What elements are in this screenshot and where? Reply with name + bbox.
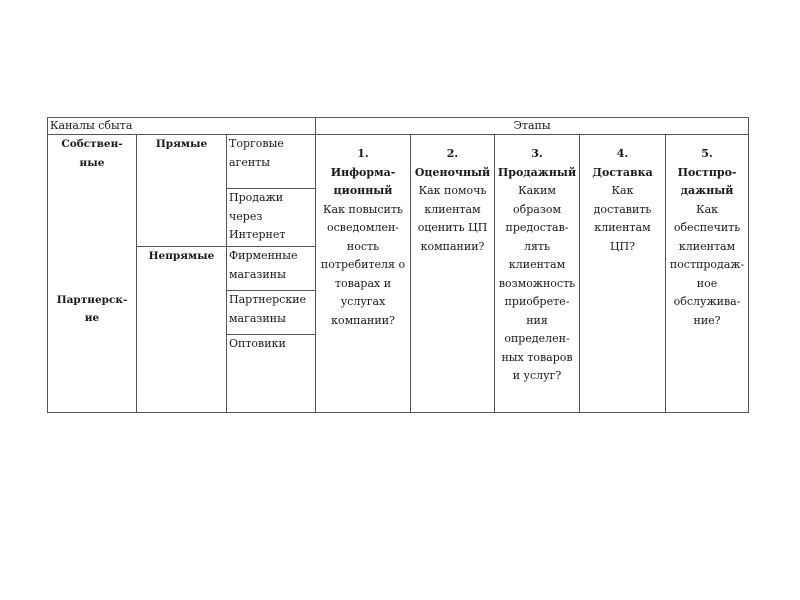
stage-2-text: Как помочь клиентам оценить ЦП компании? — [417, 184, 488, 253]
stage-3-text: Каким образом предостав-лять клиентам возможность приобрете-ния определен-ных товаров и услуг? — [498, 184, 576, 382]
stage-2 — [411, 135, 495, 413]
stage-2-num: 2. — [446, 147, 459, 160]
direct-label: Прямые — [137, 135, 227, 247]
direct-item-agents: Торговые агенты — [227, 135, 316, 189]
own-channels-label: Собствен-ные — [48, 135, 137, 291]
stage-5-title: Постпро-дажный — [677, 165, 737, 197]
stage-1 — [316, 135, 411, 413]
stage-1-title: Информа-ционный — [330, 165, 396, 197]
sales-channels-table — [47, 117, 749, 413]
indirect-item-stores: Фирменные магазины — [227, 247, 316, 291]
direct-item-internet: Продажи через Интернет — [227, 189, 316, 247]
stage-3-num: 3. — [531, 147, 543, 160]
header-stages: Этапы — [316, 118, 749, 135]
stage-2-title: Оценочный — [414, 165, 491, 179]
stage-5-text: Как обеспечить клиентам постпродаж-ное обслужива-ние? — [669, 202, 745, 327]
header-channels: Каналы сбыта — [48, 118, 316, 135]
stage-5 — [666, 135, 749, 413]
partner-item-wholesale: Оптовики — [227, 335, 316, 413]
partner-channels-label: Партнерск-ие — [48, 291, 137, 413]
stage-1-text: Как повысить осведомлен-ность потребителя о товарах и услугах компании? — [320, 202, 406, 327]
stage-3 — [495, 135, 580, 413]
stage-4-num: 4. — [616, 147, 629, 160]
stage-5-num: 5. — [701, 147, 713, 160]
stage-4-title: Доставка — [592, 165, 653, 179]
stage-1-num: 1. — [357, 147, 369, 160]
stage-3-title: Продажный — [497, 165, 577, 179]
stage-4 — [580, 135, 666, 413]
stage-4-text: Как доставить клиентам ЦП? — [593, 184, 652, 253]
partner-item-stores: Партнерские магазины — [227, 291, 316, 335]
indirect-label: Непрямые — [137, 247, 227, 413]
